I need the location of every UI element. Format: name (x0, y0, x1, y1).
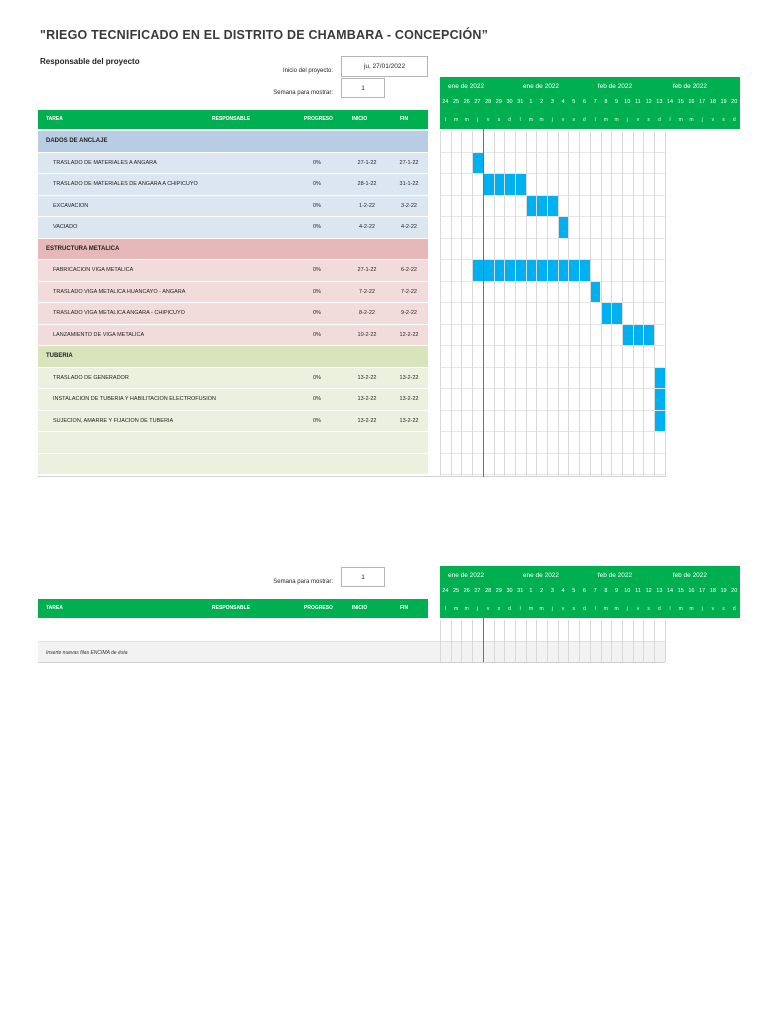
weekday-label: j (701, 117, 703, 123)
grid-line (536, 131, 537, 477)
week-label: Semana para mostrar: (273, 90, 333, 96)
day-number: 8 (604, 99, 608, 105)
day-number: 9 (615, 99, 619, 105)
weekday-label: m (453, 117, 459, 123)
task-end-date[interactable]: 31-1-22 (399, 181, 419, 187)
task-progress[interactable]: 0% (313, 374, 321, 381)
task-name[interactable]: TRASLADO VIGA METALICA HUANCAYO - ANGARA (53, 288, 186, 295)
grid-line (643, 620, 644, 662)
grid-line (451, 131, 452, 477)
grid-line (568, 620, 569, 662)
task-name[interactable]: SUJECION, AMARRE Y FIJACION DE TUBERIA (53, 417, 174, 424)
group-name: DADOS DE ANCLAJE (46, 138, 108, 144)
weekday-label: v (486, 606, 490, 612)
grid-line (472, 620, 473, 662)
day-number: 25 (452, 588, 460, 594)
day-number: 3 (550, 99, 554, 105)
weekday-label: m (614, 117, 619, 123)
weekday-label: l (669, 606, 671, 612)
day-number: 24 (442, 99, 449, 105)
day-number: 31 (517, 588, 524, 594)
day-number: 18 (709, 588, 716, 594)
weekday-label: j (551, 606, 553, 612)
weekday-label: m (528, 606, 534, 612)
grid-line (654, 131, 655, 477)
grid-line (611, 131, 612, 477)
task-progress[interactable]: 0% (313, 396, 321, 402)
day-number: 30 (506, 99, 513, 105)
day-number: 7 (593, 99, 597, 105)
weekday-label: l (444, 117, 446, 123)
day-number: 14 (666, 99, 674, 105)
group-header[interactable] (38, 346, 428, 367)
row-divider (440, 238, 665, 239)
weekday-label: v (486, 117, 490, 123)
task-end-date[interactable]: 12-2-22 (399, 331, 419, 338)
grid-line (547, 620, 548, 662)
weekday-label: v (636, 606, 640, 612)
task-start-date[interactable]: 7-2-22 (359, 288, 375, 295)
table-bottom-border (38, 662, 665, 663)
weekday-label: m (539, 117, 544, 123)
weekday-label: l (669, 117, 671, 123)
day-number: 10 (624, 99, 631, 105)
weekday-label: j (701, 606, 703, 612)
day-number: 5 (572, 99, 576, 105)
gantt-bar[interactable] (622, 325, 654, 346)
day-number: 19 (720, 588, 727, 594)
weekday-label: s (647, 606, 650, 612)
weekday-label: v (711, 117, 715, 123)
today-marker (483, 117, 484, 477)
grid-line (494, 620, 495, 662)
responsible-label: Responsable del proyecto (40, 57, 140, 66)
grid-line (579, 620, 580, 662)
grid-line (504, 131, 505, 477)
task-start-date[interactable]: 4-2-22 (359, 224, 375, 230)
task-progress[interactable]: 0% (313, 159, 321, 166)
weekday-label: d (657, 606, 661, 612)
day-number: 6 (582, 588, 586, 594)
month-label: ene de 2022 (448, 83, 485, 90)
column-header-responsible[interactable]: RESPONSABLE (212, 605, 251, 611)
grid-line (590, 620, 591, 662)
task-progress[interactable]: 0% (313, 202, 321, 209)
row-divider (440, 345, 665, 346)
weekday-label: v (636, 117, 640, 123)
day-number: 7 (593, 588, 597, 594)
column-header-start[interactable]: INICIO (352, 116, 368, 122)
grid-line (558, 620, 559, 662)
grid-line (654, 620, 655, 662)
grid-line (472, 131, 473, 477)
weekday-label: d (583, 606, 586, 612)
weekday-label: m (689, 117, 694, 123)
day-number: 24 (442, 588, 449, 594)
day-number: 19 (720, 99, 727, 105)
day-number: 17 (699, 588, 706, 594)
task-progress[interactable]: 0% (313, 417, 321, 424)
day-number: 29 (495, 99, 502, 105)
grid-line (590, 131, 591, 477)
weekday-label: m (689, 606, 694, 612)
day-number: 12 (645, 588, 652, 594)
column-header-progress[interactable]: PROGRESO (304, 116, 333, 122)
day-number: 2 (540, 588, 544, 594)
weekday-label: m (603, 117, 608, 123)
column-header-task[interactable]: TAREA (46, 116, 63, 122)
weekday-label: j (476, 606, 478, 612)
task-progress[interactable]: 0% (313, 288, 321, 295)
grid-line (526, 131, 527, 477)
weekday-label: s (572, 117, 575, 123)
grid-line (611, 620, 612, 662)
weekday-label: v (711, 606, 715, 612)
task-start-date[interactable]: 27-1-22 (357, 267, 377, 273)
task-progress[interactable]: 0% (313, 310, 321, 316)
task-end-date[interactable]: 13-2-22 (399, 396, 419, 402)
row-divider (440, 302, 665, 303)
task-start-date[interactable]: 1-2-22 (359, 202, 375, 209)
month-label: feb de 2022 (597, 83, 633, 90)
day-number: 29 (495, 588, 502, 594)
gantt-bar[interactable] (526, 196, 558, 217)
grid-line (440, 131, 441, 477)
row-divider (440, 431, 665, 432)
column-header-end[interactable]: FIN (400, 116, 409, 122)
row-divider (440, 410, 665, 411)
row-divider (440, 474, 665, 475)
weekday-label: j (476, 117, 478, 123)
day-number: 15 (677, 588, 684, 594)
week-field-2[interactable]: 1 (341, 567, 385, 587)
column-header-start[interactable]: INICIO (352, 605, 368, 611)
column-header-progress[interactable]: PROGRESO (304, 605, 333, 611)
grid-line (601, 131, 602, 477)
weekday-label: s (572, 606, 575, 612)
day-number: 11 (635, 99, 641, 105)
weekday-label: m (464, 606, 469, 612)
task-end-date[interactable]: 6-2-22 (401, 267, 417, 273)
grid-line (526, 620, 527, 662)
day-number: 11 (635, 588, 641, 594)
day-number: 27 (474, 588, 481, 594)
day-number: 18 (709, 99, 716, 105)
task-start-date[interactable]: 27-1-22 (357, 159, 377, 166)
row-divider (440, 367, 665, 368)
task-name[interactable]: FABRICACION VIGA METALICA (53, 267, 134, 273)
day-number: 30 (506, 588, 513, 594)
column-header-responsible[interactable]: RESPONSABLE (212, 116, 251, 122)
day-number: 28 (485, 99, 492, 105)
day-number: 26 (463, 99, 470, 105)
day-number: 8 (604, 588, 608, 594)
insert-row[interactable] (38, 642, 665, 663)
weekday-label: l (444, 606, 446, 612)
day-number: 1 (529, 99, 533, 105)
grid-line (665, 131, 666, 477)
day-number: 28 (485, 588, 492, 594)
weekday-label: v (561, 117, 565, 123)
weekday-label: s (647, 117, 650, 123)
task-progress[interactable]: 0% (313, 331, 321, 338)
grid-line (547, 131, 548, 477)
task-start-date[interactable]: 10-2-22 (357, 331, 377, 338)
task-progress[interactable]: 0% (313, 224, 321, 230)
task-name[interactable]: TRASLADO DE MATERIALES A ANGARA (53, 159, 157, 166)
grid-line (633, 620, 634, 662)
gantt-bar[interactable] (590, 282, 601, 303)
grid-line (601, 620, 602, 662)
day-number: 15 (677, 99, 684, 105)
weekday-label: j (626, 117, 628, 123)
day-number: 26 (463, 588, 470, 594)
weekday-label: d (508, 606, 511, 612)
gantt-bar[interactable] (654, 389, 665, 410)
grid-line (568, 131, 569, 477)
project-start-field[interactable]: ju, 27/01/2022 (341, 56, 428, 77)
day-number: 20 (731, 588, 738, 594)
week-label-2: Semana para mostrar: (273, 579, 333, 585)
grid-line (440, 620, 441, 662)
task-end-date[interactable]: 13-2-22 (399, 374, 419, 381)
weekday-label: m (603, 606, 608, 612)
month-label: feb de 2022 (672, 572, 708, 579)
task-end-date[interactable]: 7-2-22 (401, 288, 417, 295)
row-divider (440, 388, 665, 389)
task-end-date[interactable]: 9-2-22 (401, 310, 417, 316)
today-marker (483, 606, 484, 662)
day-number: 20 (731, 99, 738, 105)
task-name[interactable]: TRASLADO DE GENERADOR (53, 374, 129, 381)
weekday-label: m (464, 117, 469, 123)
day-number: 4 (561, 99, 565, 105)
task-progress[interactable]: 0% (313, 267, 321, 273)
gantt-bar[interactable] (654, 411, 665, 432)
grid-line (665, 620, 666, 662)
gantt-bar[interactable] (472, 153, 483, 174)
weekday-label: m (528, 117, 534, 123)
weekday-label: s (722, 117, 725, 123)
day-number: 2 (540, 99, 544, 105)
task-name[interactable]: VACIADO (53, 224, 78, 230)
month-label: ene de 2022 (522, 572, 560, 579)
weekday-label: s (722, 606, 725, 612)
week-field[interactable]: 1 (341, 78, 385, 98)
column-header-end[interactable]: FIN (400, 605, 409, 611)
row-divider (440, 281, 665, 282)
row-divider (440, 173, 665, 174)
gantt-bar[interactable] (654, 368, 665, 389)
day-number: 16 (688, 588, 695, 594)
grid-line (622, 620, 623, 662)
task-name[interactable]: TRASLADO VIGA METALICA ANGARA - CHIPICUYO (53, 310, 185, 316)
day-number: 4 (561, 588, 565, 594)
task-start-date[interactable]: 8-2-22 (359, 310, 375, 316)
month-label: feb de 2022 (597, 572, 633, 579)
grid-line (536, 620, 537, 662)
weekday-label: j (551, 117, 553, 123)
day-number: 12 (645, 99, 652, 105)
task-name[interactable]: TRASLADO DE MATERIALES DE ANGARA A CHIPICUYO (53, 181, 198, 187)
weekday-label: v (561, 606, 565, 612)
project-start-label: Inicio del proyecto: (282, 68, 333, 74)
day-number: 3 (550, 588, 554, 594)
day-number: 16 (688, 99, 695, 105)
day-number: 10 (624, 588, 631, 594)
weekday-label: m (539, 606, 544, 612)
weekday-label: d (732, 117, 736, 123)
task-start-date[interactable]: 13-2-22 (357, 396, 377, 402)
weekday-label: l (519, 606, 521, 612)
task-name[interactable]: EXCAVACION (53, 202, 89, 209)
month-label: feb de 2022 (672, 83, 708, 90)
weekday-label: d (732, 606, 736, 612)
weekday-label: l (594, 606, 596, 612)
task-name[interactable]: INSTALACION DE TUBERIA Y HABILITACION ELECTROFUSION (53, 396, 216, 402)
day-number: 14 (666, 588, 674, 594)
day-number: 5 (572, 588, 576, 594)
grid-line (579, 131, 580, 477)
task-name[interactable]: LANZAMIENTO DE VIGA METALICA (53, 331, 145, 338)
month-label: ene de 2022 (522, 83, 560, 90)
weekday-label: m (614, 606, 619, 612)
task-start-date[interactable]: 13-2-22 (357, 374, 377, 381)
group-name: ESTRUCTURA METALICA (46, 245, 120, 252)
weekday-label: m (678, 606, 683, 612)
empty-row[interactable] (38, 454, 428, 475)
day-number: 1 (529, 588, 533, 594)
day-number: 6 (582, 99, 586, 105)
task-end-date[interactable]: 27-1-22 (399, 159, 419, 166)
grid-line (461, 131, 462, 477)
weekday-label: m (453, 606, 459, 612)
weekday-label: d (508, 117, 511, 123)
grid-line (461, 620, 462, 662)
task-start-date[interactable]: 13-2-22 (357, 417, 377, 424)
task-start-date[interactable]: 28-1-22 (357, 181, 377, 187)
column-header-task[interactable]: TAREA (46, 605, 63, 611)
day-number: 25 (452, 99, 460, 105)
task-end-date[interactable]: 13-2-22 (399, 417, 419, 424)
row-divider (440, 453, 665, 454)
task-end-date[interactable]: 3-2-22 (401, 202, 417, 209)
day-number: 13 (656, 99, 663, 105)
gantt-bar[interactable] (558, 217, 569, 238)
insert-note: Inserte nuevas filas ENCIMA de ésta (46, 649, 128, 656)
grid-line (451, 620, 452, 662)
month-label: ene de 2022 (448, 572, 485, 579)
day-number: 17 (699, 99, 706, 105)
row-divider (440, 216, 665, 217)
weekday-label: j (626, 606, 628, 612)
grid-line (622, 131, 623, 477)
weekday-label: d (583, 117, 586, 123)
table-bottom-border (38, 476, 665, 477)
group-name: TUBERIA (46, 353, 73, 359)
empty-row[interactable] (38, 432, 428, 453)
grid-line (558, 131, 559, 477)
task-end-date[interactable]: 4-2-22 (401, 224, 417, 230)
grid-line (633, 131, 634, 477)
weekday-label: s (497, 606, 501, 612)
grid-line (515, 620, 516, 662)
weekday-label: m (678, 117, 683, 123)
weekday-label: l (519, 117, 521, 123)
day-number: 27 (474, 99, 481, 105)
page-title: "RIEGO TECNIFICADO EN EL DISTRITO DE CHAMBARA - CONCEPCIÓN” (40, 28, 489, 42)
day-number: 9 (615, 588, 619, 594)
weekday-label: l (594, 117, 596, 123)
grid-line (515, 131, 516, 477)
grid-line (494, 131, 495, 477)
day-number: 31 (517, 99, 524, 105)
weekday-label: s (497, 117, 501, 123)
gantt-bar[interactable] (472, 260, 590, 281)
task-progress[interactable]: 0% (313, 181, 321, 187)
grid-line (504, 620, 505, 662)
grid-line (643, 131, 644, 477)
day-number: 13 (656, 588, 663, 594)
weekday-label: d (657, 117, 661, 123)
